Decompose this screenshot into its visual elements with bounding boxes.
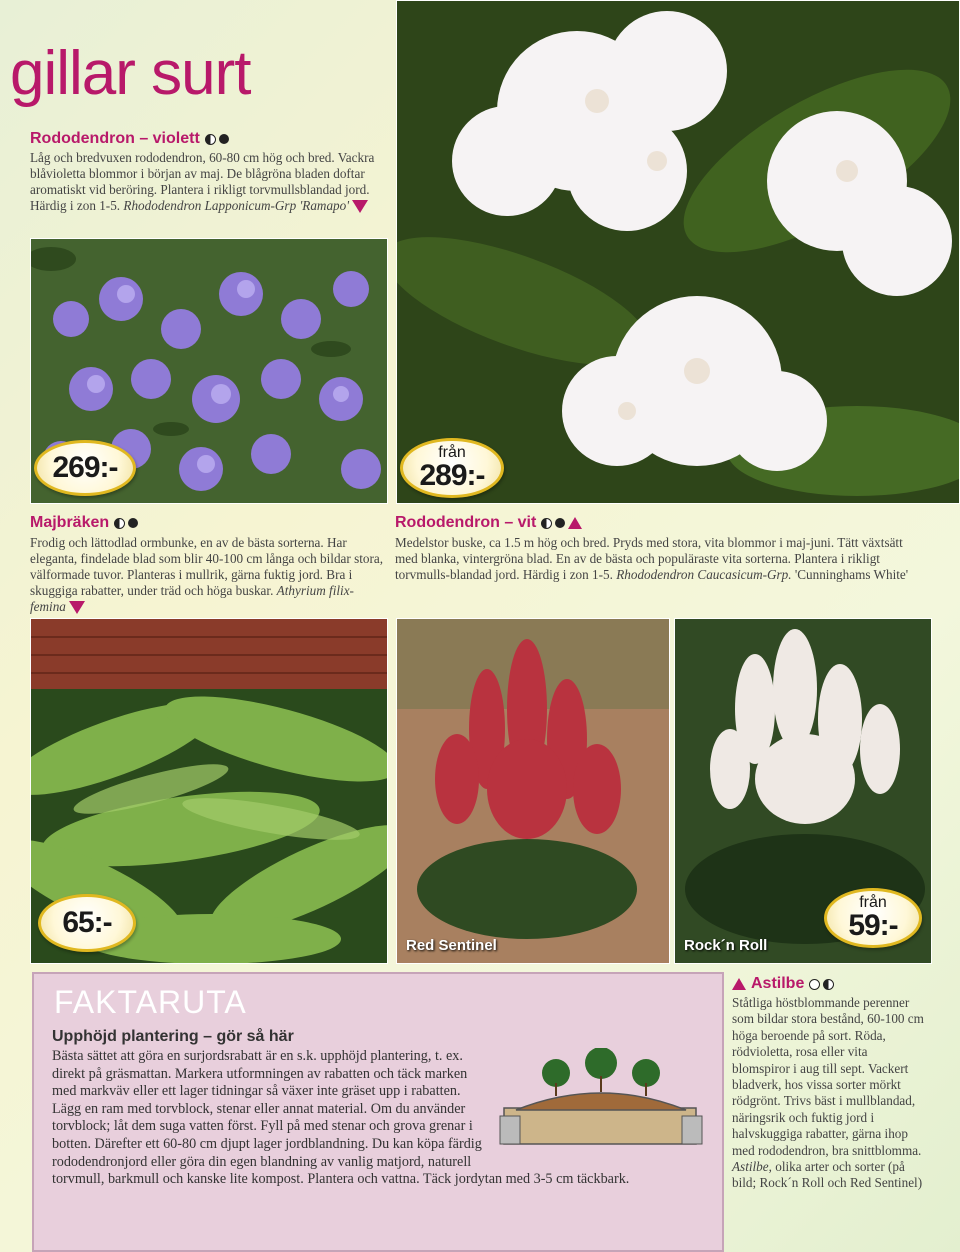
rododendron-violett-heading: [30, 130, 380, 148]
caption-rock-n-roll: Rock´n Roll: [684, 937, 768, 954]
rododendron-violett-section: [30, 130, 380, 214]
raised-bed-illustration: [496, 1048, 706, 1156]
acid-soil-down-icon: [352, 200, 368, 213]
price-badge-majbraken: [38, 894, 136, 952]
astilbe-description: [732, 995, 928, 1192]
price-violett: 269:-: [52, 451, 118, 484]
rododendron-vit-heading: [395, 514, 925, 532]
white-flowers-image: [397, 1, 960, 504]
majbraken-section: [30, 514, 388, 615]
faktaruta-box: [32, 972, 724, 1252]
acid-soil-up-icon: [568, 517, 582, 529]
faktaruta-text-block: [52, 1048, 706, 1189]
majbraken-description: [30, 535, 388, 615]
astilbe-title: Astilbe: [751, 975, 805, 992]
light-symbols: [809, 979, 834, 990]
price-from-label-vit: från: [438, 444, 466, 461]
price-badge-violett: [34, 440, 136, 496]
rododendron-vit-cultivar: 'Cunninghams White': [794, 567, 909, 582]
rododendron-vit-latin: Rhododendron Caucasicum-Grp.: [616, 567, 792, 582]
red-astilbe-image: [397, 619, 670, 964]
astilbe-section: [732, 975, 928, 1192]
price-from-label-astilbe: från: [859, 894, 887, 911]
acid-soil-up-icon: [732, 978, 746, 990]
price-vit: 289:-: [419, 459, 485, 492]
rododendron-vit-text: Medelstor buske, ca 1.5 m hög och bred. Pryds med stora, vita blommor i maj-juni. Tätt växtsätt med blanka, vintergröna blad. En av de bästa och populäraste vita sorterna. Plantera i rikligt torvmulls-blandad jord. Härdig i zon 1-5.: [395, 535, 903, 582]
light-symbols: [541, 517, 582, 529]
shade-icon: [128, 518, 138, 528]
rododendron-vit-description: [395, 535, 925, 583]
light-symbols: [114, 518, 138, 529]
half-sun-icon: [205, 134, 216, 145]
half-sun-icon: [823, 979, 834, 990]
astilbe-red-sentinel-photo: [396, 618, 670, 964]
acid-soil-down-icon: [69, 601, 85, 614]
price-badge-vit: [400, 438, 504, 498]
astilbe-latin: Astilbe: [732, 1159, 769, 1175]
shade-icon: [219, 134, 229, 144]
faktaruta-subtitle: Upphöjd plantering – gör så här: [52, 1028, 294, 1045]
price-majbraken: 65:-: [62, 906, 112, 939]
sun-icon: [809, 979, 820, 990]
rododendron-violett-title: Rododendron – violett: [30, 130, 200, 147]
rododendron-vit-title: Rododendron – vit: [395, 514, 537, 531]
rododendron-vit-photo: [396, 0, 960, 504]
caption-red-sentinel: Red Sentinel: [406, 937, 497, 954]
rododendron-violett-text: Låg och bredvuxen rododendron, 60-80 cm hög och bred. Vackra blåvioletta blommor i början av maj. De blågröna bladen doftar aromatiskt vid beröring. Plantera i rikligt torvmullsblandad jord. Härdig i zon 1-5.: [30, 150, 375, 213]
price-badge-astilbe: [824, 888, 922, 948]
light-symbols: [205, 134, 229, 145]
price-astilbe: 59:-: [848, 909, 898, 942]
half-sun-icon: [114, 518, 125, 529]
raised-bed-icon: [496, 1048, 706, 1156]
page-title: gillar surt: [10, 39, 251, 108]
majbraken-latin: Athyrium filix-femina: [30, 583, 354, 614]
astilbe-heading: [732, 975, 928, 993]
majbraken-title: Majbräken: [30, 514, 110, 531]
rododendron-violett-latin: Rhododendron Lapponicum-Grp 'Ramapo': [123, 198, 350, 213]
astilbe-latin-suffix: , olika arter och sorter (på bild; Rock´n Roll och Red Sentinel): [732, 1159, 923, 1191]
majbraken-heading: [30, 514, 388, 532]
faktaruta-title: FAKTARUTA: [54, 984, 247, 1020]
rododendron-vit-section: [395, 514, 925, 583]
shade-icon: [555, 518, 565, 528]
rododendron-violett-description: [30, 150, 380, 214]
astilbe-text: Ståtliga höstblommande perenner som bildar stora bestånd, 60-100 cm höga beroende på sort. Röda, rödvioletta, rosa eller vita blomspiror i aug till sept. Vackert bladverk, hos vissa sorter mörkt rödgrönt. Trivs bäst i mullblandad, näringsrik och fuktig jord i halvskuggiga rabatter, gärna ihop med rododendron, bra snittblomma.: [732, 995, 924, 1158]
faktaruta-text: Bästa sättet att göra en surjordsrabatt är en s.k. upphöjd plantering, t. ex. direkt på gräsmattan. Markera utformningen av rabatten och täck marken med markväv eller ett lager tidningar så växer inte gräset upp i rabatten. Lägg en ram med torvblock, stenar eller annat material. Om du använder torvblock; låt dem suga vatten först. Fyll på med stenar och grova grenar i botten. Därefter ett 60-80 cm djupt lager jordblandning. Du kan köpa färdig rododendronjord eller göra din egen blandning av vanlig matjord, naturell torvmull, barkmull och kanske lite kompost. Plantera och vattna. Täck jordytan med 3-5 cm täckbark.: [52, 1048, 630, 1188]
majbraken-text: Frodig och lättodlad ormbunke, en av de bästa sorterna. Har eleganta, findelade blad som blir 40-100 cm långa och bildar stora, välformade tuvor. Planteras i mullrik, gärna fuktig jord. Bra i skuggiga rabatter, under träd och höga buskar.: [30, 535, 384, 598]
half-sun-icon: [541, 518, 552, 529]
